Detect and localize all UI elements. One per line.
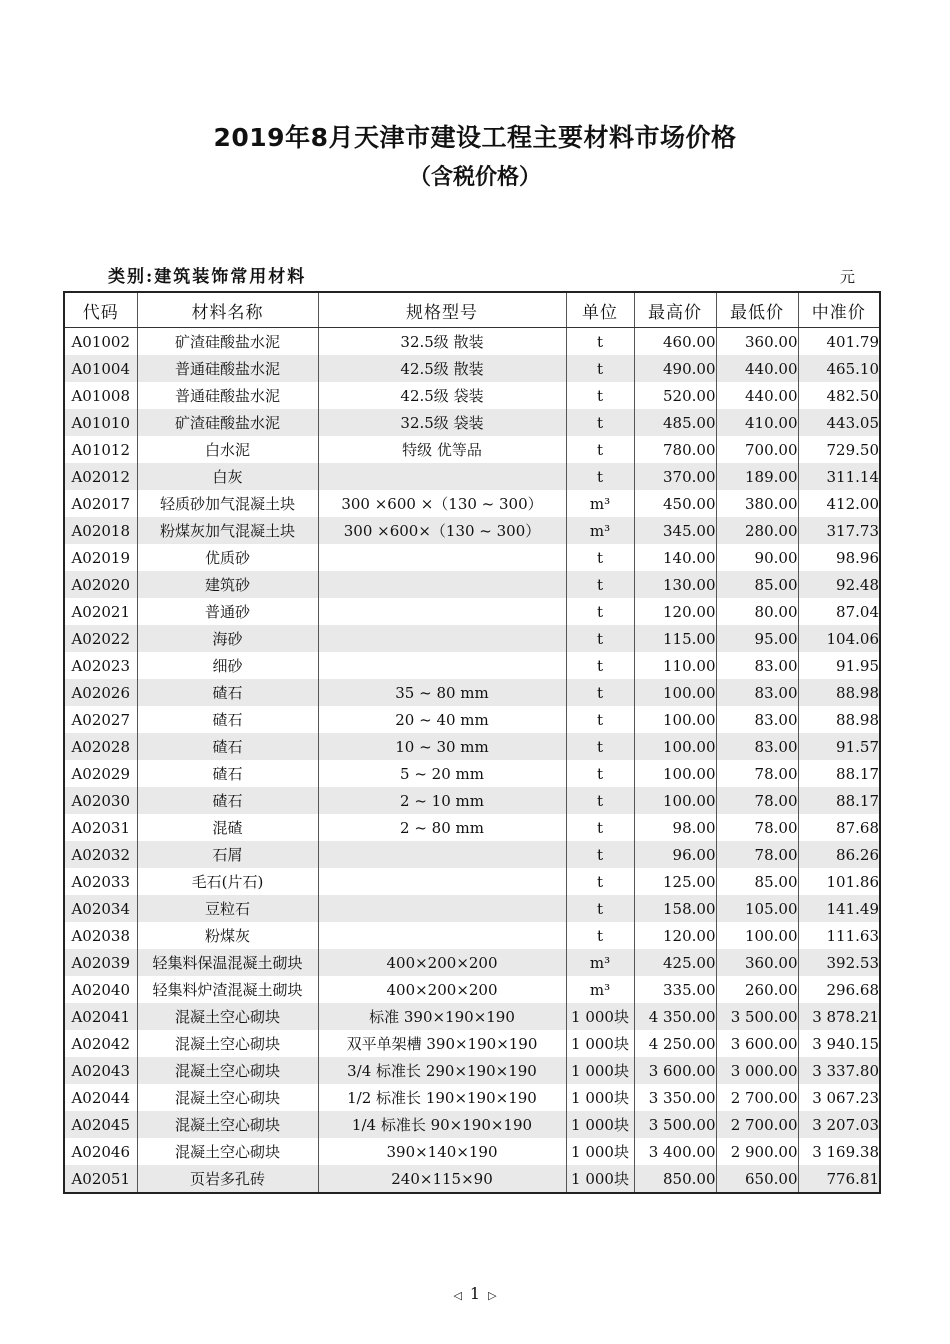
- cell-min-price: 78.00: [716, 841, 798, 868]
- table-row: [64, 517, 880, 544]
- cell-unit: m³: [566, 949, 634, 976]
- table-header: [64, 292, 880, 328]
- currency-unit-note: 元: [840, 268, 856, 286]
- cell-min-price: 2 700.00: [716, 1084, 798, 1111]
- cell-min-price: 3 000.00: [716, 1057, 798, 1084]
- cell-min-price: 78.00: [716, 760, 798, 787]
- cell-max-price: 100.00: [634, 706, 716, 733]
- cell-min-price: 700.00: [716, 436, 798, 463]
- cell-code: A02042: [64, 1030, 137, 1057]
- cell-median-price: 3 067.23: [798, 1084, 880, 1111]
- table-row: [64, 814, 880, 841]
- cell-specification: [318, 571, 566, 598]
- cell-code: A02034: [64, 895, 137, 922]
- cell-specification: 3/4 标准长 290×190×190: [318, 1057, 566, 1084]
- cell-max-price: 100.00: [634, 787, 716, 814]
- cell-specification: 1/2 标准长 190×190×190: [318, 1084, 566, 1111]
- cell-unit: t: [566, 409, 634, 436]
- cell-max-price: 485.00: [634, 409, 716, 436]
- left-triangle-icon: ◁: [453, 1289, 462, 1302]
- cell-median-price: 88.98: [798, 679, 880, 706]
- cell-max-price: 115.00: [634, 625, 716, 652]
- cell-material-name: 建筑砂: [137, 571, 318, 598]
- cell-max-price: 110.00: [634, 652, 716, 679]
- cell-code: A02027: [64, 706, 137, 733]
- cell-median-price: 729.50: [798, 436, 880, 463]
- cell-median-price: 101.86: [798, 868, 880, 895]
- cell-min-price: 280.00: [716, 517, 798, 544]
- cell-median-price: 443.05: [798, 409, 880, 436]
- header-unit: 单位: [566, 292, 634, 328]
- cell-specification: [318, 598, 566, 625]
- cell-median-price: 91.57: [798, 733, 880, 760]
- header-row: [64, 292, 880, 328]
- cell-min-price: 100.00: [716, 922, 798, 949]
- cell-specification: 240×115×90: [318, 1165, 566, 1193]
- table-row: [64, 841, 880, 868]
- table-row: [64, 895, 880, 922]
- table-row: [64, 409, 880, 436]
- cell-median-price: 3 878.21: [798, 1003, 880, 1030]
- table-row: [64, 1111, 880, 1138]
- cell-code: A02030: [64, 787, 137, 814]
- cell-specification: 5 ~ 20 mm: [318, 760, 566, 787]
- cell-unit: 1 000块: [566, 1138, 634, 1165]
- cell-material-name: 轻集料炉渣混凝土砌块: [137, 976, 318, 1003]
- cell-specification: [318, 868, 566, 895]
- cell-min-price: 78.00: [716, 787, 798, 814]
- cell-code: A02021: [64, 598, 137, 625]
- page-title: 2019年8月天津市建设工程主要材料市场价格: [213, 123, 737, 152]
- cell-material-name: 优质砂: [137, 544, 318, 571]
- cell-unit: 1 000块: [566, 1165, 634, 1193]
- cell-code: A02026: [64, 679, 137, 706]
- cell-min-price: 260.00: [716, 976, 798, 1003]
- table-row: [64, 463, 880, 490]
- table-row: [64, 760, 880, 787]
- page-number: 1: [469, 1284, 481, 1303]
- header-code: 代码: [64, 292, 137, 328]
- cell-code: A02032: [64, 841, 137, 868]
- cell-material-name: 矿渣硅酸盐水泥: [137, 328, 318, 356]
- cell-median-price: 88.17: [798, 787, 880, 814]
- cell-min-price: 360.00: [716, 328, 798, 356]
- cell-specification: 400×200×200: [318, 976, 566, 1003]
- cell-specification: 1/4 标准长 90×190×190: [318, 1111, 566, 1138]
- cell-median-price: 401.79: [798, 328, 880, 356]
- cell-min-price: 440.00: [716, 382, 798, 409]
- cell-min-price: 83.00: [716, 733, 798, 760]
- cell-code: A02018: [64, 517, 137, 544]
- cell-max-price: 120.00: [634, 922, 716, 949]
- table-row: [64, 571, 880, 598]
- cell-median-price: 412.00: [798, 490, 880, 517]
- cell-code: A01012: [64, 436, 137, 463]
- cell-specification: 标准 390×190×190: [318, 1003, 566, 1030]
- cell-material-name: 海砂: [137, 625, 318, 652]
- cell-unit: 1 000块: [566, 1057, 634, 1084]
- cell-unit: t: [566, 787, 634, 814]
- table-row: [64, 544, 880, 571]
- cell-code: A02033: [64, 868, 137, 895]
- cell-unit: t: [566, 355, 634, 382]
- cell-min-price: 85.00: [716, 868, 798, 895]
- cell-max-price: 120.00: [634, 598, 716, 625]
- table-row: [64, 1003, 880, 1030]
- table-row: [64, 949, 880, 976]
- cell-min-price: 650.00: [716, 1165, 798, 1193]
- table-row: [64, 733, 880, 760]
- cell-specification: 300 ×600 ×（130 ~ 300）: [318, 490, 566, 517]
- header-material-name: 材料名称: [137, 292, 318, 328]
- cell-max-price: 460.00: [634, 328, 716, 356]
- cell-material-name: 细砂: [137, 652, 318, 679]
- cell-material-name: 碴石: [137, 679, 318, 706]
- table-row: [64, 1165, 880, 1193]
- cell-material-name: 混凝土空心砌块: [137, 1084, 318, 1111]
- cell-median-price: 3 940.15: [798, 1030, 880, 1057]
- cell-min-price: 380.00: [716, 490, 798, 517]
- cell-min-price: 410.00: [716, 409, 798, 436]
- cell-unit: t: [566, 544, 634, 571]
- table-row: [64, 436, 880, 463]
- cell-max-price: 96.00: [634, 841, 716, 868]
- table-row: [64, 1057, 880, 1084]
- cell-median-price: 87.68: [798, 814, 880, 841]
- cell-max-price: 125.00: [634, 868, 716, 895]
- cell-max-price: 130.00: [634, 571, 716, 598]
- cell-max-price: 490.00: [634, 355, 716, 382]
- cell-code: A02043: [64, 1057, 137, 1084]
- cell-code: A02020: [64, 571, 137, 598]
- cell-max-price: 3 400.00: [634, 1138, 716, 1165]
- cell-median-price: 86.26: [798, 841, 880, 868]
- cell-specification: 32.5级 散装: [318, 328, 566, 356]
- cell-unit: t: [566, 733, 634, 760]
- cell-code: A02044: [64, 1084, 137, 1111]
- cell-median-price: 87.04: [798, 598, 880, 625]
- cell-specification: 特级 优等品: [318, 436, 566, 463]
- page-subtitle: （含税价格）: [408, 165, 541, 190]
- cell-unit: t: [566, 841, 634, 868]
- cell-code: A02019: [64, 544, 137, 571]
- cell-max-price: 140.00: [634, 544, 716, 571]
- cell-max-price: 3 500.00: [634, 1111, 716, 1138]
- header-median-price: 中准价: [798, 292, 880, 328]
- cell-min-price: 78.00: [716, 814, 798, 841]
- table-row: [64, 976, 880, 1003]
- cell-material-name: 轻质砂加气混凝土块: [137, 490, 318, 517]
- cell-unit: m³: [566, 976, 634, 1003]
- cell-unit: t: [566, 706, 634, 733]
- cell-unit: t: [566, 814, 634, 841]
- cell-min-price: 360.00: [716, 949, 798, 976]
- cell-max-price: 335.00: [634, 976, 716, 1003]
- cell-specification: 20 ~ 40 mm: [318, 706, 566, 733]
- cell-unit: t: [566, 652, 634, 679]
- cell-min-price: 2 700.00: [716, 1111, 798, 1138]
- cell-specification: 2 ~ 80 mm: [318, 814, 566, 841]
- cell-code: A02045: [64, 1111, 137, 1138]
- cell-max-price: 158.00: [634, 895, 716, 922]
- cell-min-price: 3 500.00: [716, 1003, 798, 1030]
- cell-median-price: 296.68: [798, 976, 880, 1003]
- category-label: 类别:建筑装饰常用材料: [108, 267, 307, 287]
- cell-max-price: 4 350.00: [634, 1003, 716, 1030]
- header-min-price: 最低价: [716, 292, 798, 328]
- table-row: [64, 868, 880, 895]
- table-row: [64, 598, 880, 625]
- price-table: [63, 291, 881, 1194]
- table-row: [64, 355, 880, 382]
- cell-median-price: 311.14: [798, 463, 880, 490]
- cell-code: A02038: [64, 922, 137, 949]
- cell-code: A02031: [64, 814, 137, 841]
- cell-unit: 1 000块: [566, 1003, 634, 1030]
- cell-unit: t: [566, 868, 634, 895]
- cell-code: A02028: [64, 733, 137, 760]
- table-row: [64, 922, 880, 949]
- cell-material-name: 混凝土空心砌块: [137, 1138, 318, 1165]
- cell-unit: t: [566, 463, 634, 490]
- cell-specification: [318, 463, 566, 490]
- cell-code: A01010: [64, 409, 137, 436]
- cell-min-price: 90.00: [716, 544, 798, 571]
- cell-max-price: 520.00: [634, 382, 716, 409]
- cell-specification: [318, 895, 566, 922]
- cell-median-price: 776.81: [798, 1165, 880, 1193]
- table-row: [64, 1030, 880, 1057]
- cell-specification: 42.5级 散装: [318, 355, 566, 382]
- cell-min-price: 83.00: [716, 706, 798, 733]
- cell-min-price: 2 900.00: [716, 1138, 798, 1165]
- table-row: [64, 787, 880, 814]
- cell-unit: t: [566, 625, 634, 652]
- cell-code: A02046: [64, 1138, 137, 1165]
- cell-median-price: 3 207.03: [798, 1111, 880, 1138]
- cell-material-name: 轻集料保温混凝土砌块: [137, 949, 318, 976]
- cell-specification: 双平单架槽 390×190×190: [318, 1030, 566, 1057]
- cell-unit: t: [566, 382, 634, 409]
- cell-max-price: 345.00: [634, 517, 716, 544]
- cell-material-name: 碴石: [137, 760, 318, 787]
- cell-material-name: 混凝土空心砌块: [137, 1003, 318, 1030]
- cell-specification: 10 ~ 30 mm: [318, 733, 566, 760]
- cell-material-name: 粉煤灰: [137, 922, 318, 949]
- cell-material-name: 普通硅酸盐水泥: [137, 382, 318, 409]
- cell-material-name: 毛石(片石): [137, 868, 318, 895]
- cell-min-price: 85.00: [716, 571, 798, 598]
- cell-code: A01002: [64, 328, 137, 356]
- cell-specification: [318, 922, 566, 949]
- cell-median-price: 91.95: [798, 652, 880, 679]
- cell-material-name: 豆粒石: [137, 895, 318, 922]
- cell-material-name: 页岩多孔砖: [137, 1165, 318, 1193]
- cell-max-price: 370.00: [634, 463, 716, 490]
- cell-max-price: 425.00: [634, 949, 716, 976]
- cell-code: A02017: [64, 490, 137, 517]
- table-row: [64, 625, 880, 652]
- table-row: [64, 706, 880, 733]
- cell-code: A01008: [64, 382, 137, 409]
- cell-median-price: 3 337.80: [798, 1057, 880, 1084]
- cell-min-price: 189.00: [716, 463, 798, 490]
- cell-median-price: 88.98: [798, 706, 880, 733]
- cell-code: A02029: [64, 760, 137, 787]
- page-footer: [0, 1284, 950, 1303]
- cell-code: A02051: [64, 1165, 137, 1193]
- cell-max-price: 780.00: [634, 436, 716, 463]
- cell-unit: t: [566, 922, 634, 949]
- cell-max-price: 3 350.00: [634, 1084, 716, 1111]
- table-row: [64, 328, 880, 356]
- cell-min-price: 80.00: [716, 598, 798, 625]
- cell-median-price: 111.63: [798, 922, 880, 949]
- cell-specification: 400×200×200: [318, 949, 566, 976]
- cell-unit: m³: [566, 517, 634, 544]
- cell-code: A02012: [64, 463, 137, 490]
- cell-unit: t: [566, 598, 634, 625]
- cell-median-price: 104.06: [798, 625, 880, 652]
- cell-code: A02023: [64, 652, 137, 679]
- cell-material-name: 白灰: [137, 463, 318, 490]
- cell-unit: t: [566, 328, 634, 356]
- cell-median-price: 88.17: [798, 760, 880, 787]
- cell-specification: [318, 652, 566, 679]
- cell-unit: 1 000块: [566, 1111, 634, 1138]
- cell-min-price: 83.00: [716, 679, 798, 706]
- cell-material-name: 粉煤灰加气混凝土块: [137, 517, 318, 544]
- cell-code: A02039: [64, 949, 137, 976]
- cell-max-price: 100.00: [634, 679, 716, 706]
- cell-unit: t: [566, 895, 634, 922]
- cell-code: A02022: [64, 625, 137, 652]
- header-specification: 规格型号: [318, 292, 566, 328]
- cell-min-price: 83.00: [716, 652, 798, 679]
- cell-median-price: 465.10: [798, 355, 880, 382]
- cell-specification: [318, 625, 566, 652]
- table-row: [64, 652, 880, 679]
- cell-material-name: 混凝土空心砌块: [137, 1057, 318, 1084]
- cell-unit: t: [566, 571, 634, 598]
- cell-specification: 42.5级 袋装: [318, 382, 566, 409]
- cell-min-price: 105.00: [716, 895, 798, 922]
- cell-median-price: 392.53: [798, 949, 880, 976]
- right-triangle-icon: ▷: [488, 1289, 497, 1302]
- cell-median-price: 141.49: [798, 895, 880, 922]
- cell-code: A02041: [64, 1003, 137, 1030]
- table-row: [64, 382, 880, 409]
- cell-unit: t: [566, 760, 634, 787]
- cell-unit: t: [566, 436, 634, 463]
- cell-median-price: 317.73: [798, 517, 880, 544]
- cell-material-name: 混碴: [137, 814, 318, 841]
- cell-specification: 2 ~ 10 mm: [318, 787, 566, 814]
- cell-specification: [318, 544, 566, 571]
- table-row: [64, 679, 880, 706]
- cell-max-price: 100.00: [634, 760, 716, 787]
- table-row: [64, 1084, 880, 1111]
- table-row: [64, 1138, 880, 1165]
- cell-min-price: 440.00: [716, 355, 798, 382]
- cell-max-price: 4 250.00: [634, 1030, 716, 1057]
- cell-code: A01004: [64, 355, 137, 382]
- table-row: [64, 490, 880, 517]
- cell-median-price: 92.48: [798, 571, 880, 598]
- cell-specification: [318, 841, 566, 868]
- cell-specification: 300 ×600×（130 ~ 300）: [318, 517, 566, 544]
- cell-material-name: 碴石: [137, 787, 318, 814]
- cell-specification: 390×140×190: [318, 1138, 566, 1165]
- cell-material-name: 石屑: [137, 841, 318, 868]
- cell-min-price: 3 600.00: [716, 1030, 798, 1057]
- cell-material-name: 矿渣硅酸盐水泥: [137, 409, 318, 436]
- cell-material-name: 碴石: [137, 733, 318, 760]
- cell-material-name: 普通砂: [137, 598, 318, 625]
- header-max-price: 最高价: [634, 292, 716, 328]
- cell-material-name: 普通硅酸盐水泥: [137, 355, 318, 382]
- cell-max-price: 850.00: [634, 1165, 716, 1193]
- cell-max-price: 98.00: [634, 814, 716, 841]
- cell-unit: 1 000块: [566, 1084, 634, 1111]
- table-body: [64, 328, 880, 1194]
- cell-code: A02040: [64, 976, 137, 1003]
- cell-min-price: 95.00: [716, 625, 798, 652]
- cell-unit: m³: [566, 490, 634, 517]
- cell-material-name: 混凝土空心砌块: [137, 1030, 318, 1057]
- cell-median-price: 98.96: [798, 544, 880, 571]
- cell-unit: t: [566, 679, 634, 706]
- cell-median-price: 482.50: [798, 382, 880, 409]
- cell-median-price: 3 169.38: [798, 1138, 880, 1165]
- cell-unit: 1 000块: [566, 1030, 634, 1057]
- cell-max-price: 100.00: [634, 733, 716, 760]
- cell-max-price: 3 600.00: [634, 1057, 716, 1084]
- cell-material-name: 碴石: [137, 706, 318, 733]
- cell-max-price: 450.00: [634, 490, 716, 517]
- cell-specification: 35 ~ 80 mm: [318, 679, 566, 706]
- cell-material-name: 白水泥: [137, 436, 318, 463]
- cell-specification: 32.5级 袋装: [318, 409, 566, 436]
- cell-material-name: 混凝土空心砌块: [137, 1111, 318, 1138]
